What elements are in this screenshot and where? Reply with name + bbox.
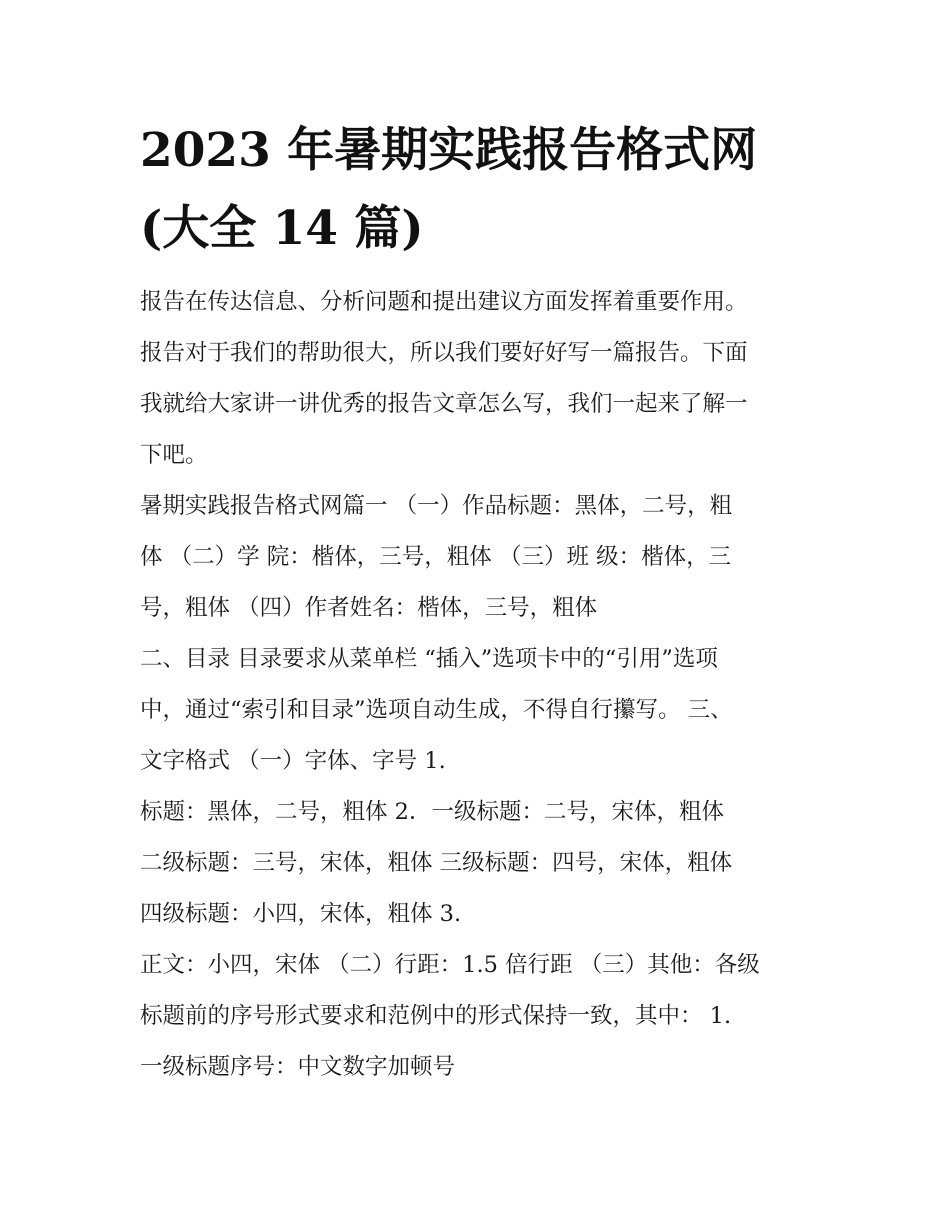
text-line: 文字格式 （一）字体、字号 1.: [140, 748, 446, 774]
text-line: 体 （二）学 院：楷体，三号，粗体 （三）班 级：楷体，三: [140, 544, 732, 570]
title-line: (大全 14 篇): [140, 201, 424, 256]
toc-format-paragraph: [140, 634, 830, 787]
title-line: 2023 年暑期实践报告格式网: [140, 123, 758, 178]
heading-format-paragraph: [140, 787, 830, 940]
body-format-paragraph: [140, 940, 830, 1093]
text-line: 暑期实践报告格式网篇一 （一）作品标题：黑体，二号，粗: [140, 493, 733, 519]
text-line: 号，粗体 （四）作者姓名：楷体，三号，粗体: [140, 595, 598, 621]
text-line: 正文：小四，宋体 （二）行距：1.5 倍行距 （三）其他：各级: [140, 952, 760, 978]
text-line: 中，通过“索引和目录”选项自动生成，不得自行攥写。 三、: [140, 697, 733, 723]
text-line: 报告在传达信息、分析问题和提出建议方面发挥着重要作用。: [140, 289, 748, 315]
text-line: 二、目录 目录要求从菜单栏 “插入”选项卡中的“引用”选项: [140, 646, 718, 672]
text-line: 一级标题序号：中文数字加顿号: [140, 1054, 456, 1080]
document-title: [140, 112, 820, 268]
text-line: 标题：黑体，二号，粗体 2．一级标题：二号，宋体，粗体: [140, 799, 724, 825]
text-line: 下吧。: [140, 442, 208, 468]
document-body: [140, 277, 830, 1093]
text-line: 报告对于我们的帮助很大，所以我们要好好写一篇报告。下面: [140, 340, 748, 366]
text-line: 二级标题：三号，宋体，粗体 三级标题：四号，宋体，粗体: [140, 850, 733, 876]
text-line: 标题前的序号形式要求和范例中的形式保持一致，其中： 1.: [140, 1003, 732, 1029]
intro-paragraph: [140, 277, 830, 481]
text-line: 我就给大家讲一讲优秀的报告文章怎么写，我们一起来了解一: [140, 391, 748, 417]
text-line: 四级标题：小四，宋体，粗体 3.: [140, 901, 462, 927]
cover-format-paragraph: [140, 481, 830, 634]
